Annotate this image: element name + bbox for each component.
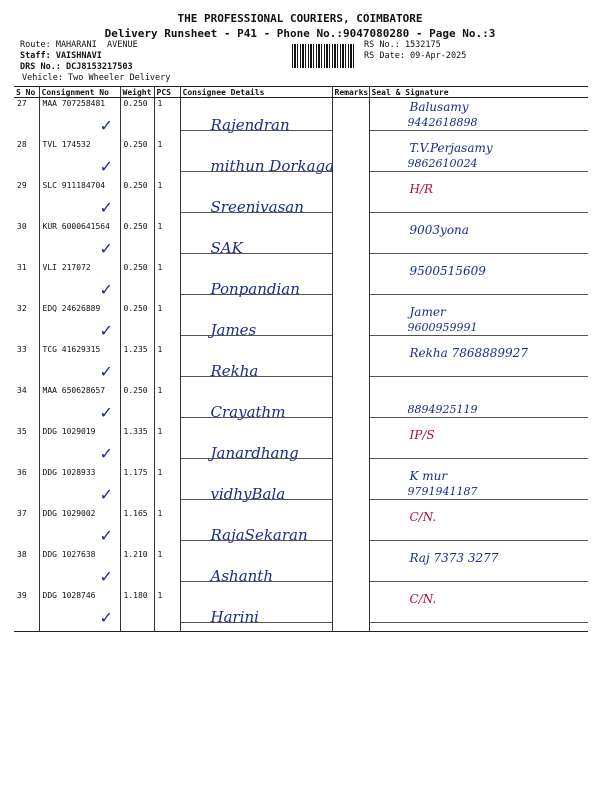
remarks-cell [332,98,369,140]
consignee-name: SAK [210,239,243,257]
consignment-number: DDG 1027638 [42,550,96,559]
writing-line [181,294,332,295]
writing-line [370,581,589,582]
check-mark-icon: ✓ [99,608,113,627]
consignment-number: EDQ 24626889 [42,304,101,313]
vehicle-label: Vehicle: Two Wheeler Delivery [22,73,171,83]
table-row [14,262,588,303]
sno-text: 37 [17,509,27,518]
sno-text: 29 [17,181,27,190]
sno-text: 39 [17,591,27,600]
writing-line [370,335,589,336]
table-row [14,385,588,426]
weight-cell [120,344,154,385]
check-mark-icon: ✓ [99,485,113,504]
pcs-value: 1 [157,468,163,477]
consignee-cell [180,467,332,508]
signature-text: C/N. [409,510,437,524]
consignee-cell [180,98,332,140]
consignment-cell [39,385,120,426]
sno-cell [14,467,39,508]
pcs-cell [154,590,180,632]
signature-text: Balusamy [409,100,469,114]
writing-line [370,376,589,377]
table-row [14,303,588,344]
pcs-value: 1 [157,181,163,190]
pcs-value: 1 [157,304,163,313]
sno-text: 38 [17,550,27,559]
remarks-cell [332,180,369,221]
pcs-value: 1 [157,591,163,600]
check-mark-icon: ✓ [99,567,113,586]
table-row [14,180,588,221]
consignee-cell [180,221,332,262]
check-mark-icon: ✓ [99,198,113,217]
consignment-cell [39,426,120,467]
sno-cell [14,303,39,344]
weight-cell [120,426,154,467]
pcs-value: 1 [157,386,163,395]
remarks-cell [332,344,369,385]
sno-cell [14,262,39,303]
consignment-number: KUR 6000641564 [42,222,110,231]
signature-phone: 8894925119 [407,403,478,416]
table-row [14,467,588,508]
consignment-cell [39,139,120,180]
sno-cell [14,590,39,632]
check-mark-icon: ✓ [99,444,113,463]
pcs-value: 1 [157,263,163,272]
sno-text: 27 [17,99,27,108]
weight-cell [120,549,154,590]
consignee-name: Ashanth [210,567,273,585]
pcs-cell [154,344,180,385]
consignment-cell [39,549,120,590]
sno-text: 32 [17,304,27,313]
col-consignment: Consignment No [39,87,120,98]
table-row [14,549,588,590]
sno-cell [14,344,39,385]
check-mark-icon: ✓ [99,526,113,545]
consignee-cell [180,344,332,385]
sno-cell [14,385,39,426]
consignment-cell [39,221,120,262]
weight-value: 0.250 [123,263,148,272]
consignment-number: DDG 1028933 [42,468,96,477]
table-row [14,98,588,140]
pcs-value: 1 [157,550,163,559]
writing-line [181,622,332,623]
check-mark-icon: ✓ [99,403,113,422]
writing-line [370,130,589,131]
consignee-name: mithun Dorkaga [210,157,335,175]
check-mark-icon: ✓ [99,321,113,340]
sno-text: 35 [17,427,27,436]
signature-cell [369,262,588,303]
staff-label: Staff: VAISHNAVI [20,51,102,61]
consignee-cell [180,180,332,221]
consignment-number: DDG 1029002 [42,509,96,518]
sno-cell [14,426,39,467]
rs-number: RS No.: 1532175 [364,40,441,50]
pcs-cell [154,467,180,508]
sno-text: 34 [17,386,27,395]
signature-phone: 9442618898 [407,116,478,129]
weight-value: 0.250 [123,386,148,395]
col-consignee: Consignee Details [180,87,332,98]
consignee-name: RajaSekaran [210,526,308,544]
remarks-cell [332,385,369,426]
pcs-value: 1 [157,140,163,149]
signature-phone: 9862610024 [407,157,478,170]
consignment-cell [39,467,120,508]
table-row [14,508,588,549]
consignment-cell [39,508,120,549]
weight-value: 1.175 [123,468,148,477]
barcode [292,44,354,68]
check-mark-icon: ✓ [99,280,113,299]
signature-cell [369,426,588,467]
consignee-name: Harini [210,608,259,626]
pcs-cell [154,508,180,549]
consignee-cell [180,139,335,180]
sno-cell [14,221,39,262]
writing-line [370,540,589,541]
check-mark-icon: ✓ [99,116,113,135]
writing-line [370,499,589,500]
pcs-cell [154,549,180,590]
signature-text: Rekha 7868889927 [409,346,528,360]
weight-value: 1.235 [123,345,148,354]
weight-cell [120,385,154,426]
signature-cell [369,98,588,140]
writing-line [181,130,332,131]
remarks-cell [332,221,369,262]
weight-cell [120,262,154,303]
rs-date: RS Date: 09-Apr-2025 [364,51,467,61]
pcs-cell [154,262,180,303]
consignment-cell [39,303,120,344]
consignee-name: Crayathm [210,403,286,421]
pcs-value: 1 [157,345,163,354]
writing-line [370,458,589,459]
consignee-name: vidhyBala [210,485,286,503]
sno-text: 33 [17,345,27,354]
weight-cell [120,467,154,508]
remarks-cell [332,508,369,549]
writing-line [181,581,332,582]
consignee-cell [180,385,332,426]
consignee-name: Rajendran [210,116,290,134]
weight-value: 1.180 [123,591,148,600]
writing-line [181,417,332,418]
pcs-cell [154,385,180,426]
signature-text: T.V.Perjasamy [409,141,493,155]
writing-line [370,417,589,418]
table-header-row [14,87,588,98]
writing-line [181,540,332,541]
remarks-cell [332,590,369,632]
pcs-value: 1 [157,99,163,108]
weight-value: 0.250 [123,222,148,231]
sno-cell [14,508,39,549]
writing-line [181,171,332,172]
consignee-cell [180,426,332,467]
signature-text: 9500515609 [409,264,486,278]
signature-cell [369,590,588,632]
writing-line [370,253,589,254]
signature-cell [369,303,588,344]
consignment-cell [39,180,120,221]
consignment-number: MAA 707258481 [42,99,106,108]
weight-cell [120,180,154,221]
signature-cell [369,344,588,385]
weight-value: 1.210 [123,550,148,559]
sno-cell [14,98,39,140]
signature-text: Raj 7373 3277 [409,551,499,565]
remarks-cell [332,426,369,467]
remarks-cell [332,467,369,508]
weight-value: 1.335 [123,427,148,436]
col-sno: S No [14,87,39,98]
weight-value: 0.250 [123,181,148,190]
writing-line [181,335,332,336]
weight-cell [120,508,154,549]
route-label: Route: MAHARANI AVENUE [20,40,138,50]
writing-line [370,212,589,213]
consignment-cell [39,344,120,385]
weight-cell [120,303,154,344]
consignment-number: TVL 174532 [42,140,91,149]
pcs-cell [154,98,180,140]
company-title: THE PROFESSIONAL COURIERS, COIMBATORE [177,12,423,25]
signature-text: C/N. [409,592,437,606]
consignment-number: TCG 41629315 [42,345,101,354]
table-row [14,221,588,262]
col-signature: Seal & Signature [369,87,588,98]
remarks-cell [332,549,369,590]
consignee-cell [180,303,332,344]
writing-line [181,253,332,254]
signature-cell [369,139,588,180]
signature-text: H/R [409,182,434,196]
weight-cell [120,590,154,632]
check-mark-icon: ✓ [99,362,113,381]
consignment-number: VLI 217072 [42,263,91,272]
table-row [14,344,588,385]
remarks-cell [332,303,369,344]
writing-line [181,212,332,213]
consignee-name: Janardhang [210,444,299,462]
sno-text: 31 [17,263,27,272]
signature-cell [369,385,588,426]
writing-line [370,294,589,295]
table-row [14,426,588,467]
check-mark-icon: ✓ [99,157,113,176]
writing-line [370,622,589,623]
consignee-name: Sreenivasan [210,198,304,216]
drs-label: DRS No.: DCJ8153217503 [20,62,133,72]
consignee-cell [180,262,332,303]
signature-text: K mur [409,469,448,483]
pcs-cell [154,303,180,344]
consignee-cell [180,590,332,632]
weight-value: 0.250 [123,304,148,313]
consignment-cell [39,262,120,303]
consignment-cell [39,98,120,140]
consignment-number: SLC 911184704 [42,181,106,190]
sno-text: 36 [17,468,27,477]
sno-cell [14,549,39,590]
pcs-cell [154,139,180,180]
signature-text: IP/S [409,428,435,442]
pcs-cell [154,426,180,467]
consignee-cell [180,508,332,549]
consignee-name: James [210,321,257,339]
remarks-cell [332,139,369,180]
weight-cell [120,98,154,140]
runsheet-table [14,86,588,632]
consignment-cell [39,590,120,632]
col-weight: Weight [120,87,154,98]
weight-value: 0.250 [123,140,148,149]
remarks-cell [332,262,369,303]
table-row [14,590,588,632]
weight-cell [120,221,154,262]
pcs-value: 1 [157,427,163,436]
writing-line [181,499,332,500]
consignment-number: DDG 1028746 [42,591,96,600]
check-mark-icon: ✓ [99,239,113,258]
signature-cell [369,549,588,590]
signature-phone: 9600959991 [407,321,478,334]
consignment-number: DDG 1029019 [42,427,96,436]
writing-line [370,171,589,172]
signature-phone: 9791941187 [407,485,478,498]
signature-cell [369,180,588,221]
consignee-name: Ponpandian [210,280,300,298]
col-remarks: Remarks [332,87,369,98]
signature-cell [369,508,588,549]
weight-value: 1.165 [123,509,148,518]
consignee-cell [180,549,332,590]
pcs-value: 1 [157,509,163,518]
signature-cell [369,467,588,508]
signature-text: Jamer [409,305,446,319]
weight-value: 0.250 [123,99,148,108]
sno-cell [14,139,39,180]
weight-cell [120,139,154,180]
pcs-value: 1 [157,222,163,231]
signature-cell [369,221,588,262]
pcs-cell [154,221,180,262]
signature-text: 9003yona [409,223,469,237]
writing-line [181,376,332,377]
col-pcs: PCS [154,87,180,98]
consignee-name: Rekha [210,362,259,380]
sno-text: 28 [17,140,27,149]
consignment-number: MAA 650628657 [42,386,106,395]
table-row [14,139,588,180]
runsheet-subtitle: Delivery Runsheet - P41 - Phone No.:9047080280 - Page No.:3 [104,27,496,40]
pcs-cell [154,180,180,221]
sno-text: 30 [17,222,27,231]
writing-line [181,458,332,459]
sno-cell [14,180,39,221]
